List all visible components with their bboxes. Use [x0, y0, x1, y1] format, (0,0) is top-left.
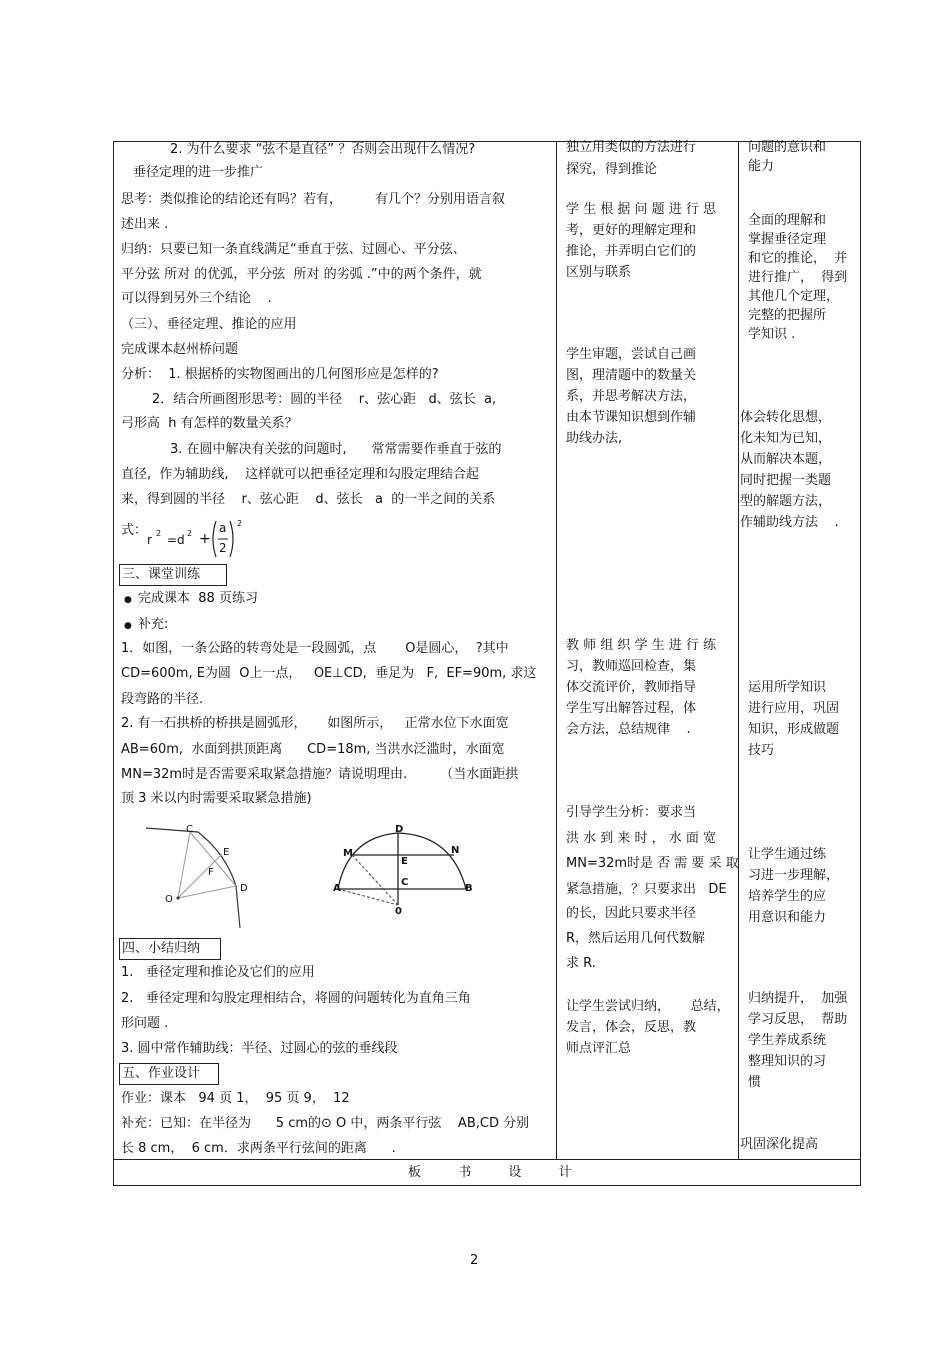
fig2-label-e: E: [401, 856, 408, 867]
text-line: 学 生 根 据 问 题 进 行 思: [566, 202, 717, 217]
page-number: 2: [470, 1253, 479, 1268]
text-line: 分析： 1. 根据桥的实物图画出的几何图形应是怎样的?: [121, 367, 439, 382]
text-line: 来，得到圆的半径 r、弦心距 d、弦长 a 的一半之间的关系: [121, 492, 496, 507]
text-line: 用意识和能力: [748, 910, 827, 925]
formula-eq-d: =d: [167, 533, 185, 547]
text-line: 考，更好的理解定理和: [566, 223, 697, 238]
text-line: 知识，形成做题: [748, 722, 840, 737]
text-line: 其他几个定理，: [748, 289, 840, 304]
text-line: 学生写出解答过程，体: [566, 701, 697, 716]
text-line: 图，理清题中的数量关: [566, 368, 697, 383]
text-line: 体交流评价，教师指导: [566, 680, 697, 695]
exercise-line: MN=32m时是否需要采取紧急措施？请说明理由. （当水面距拱: [121, 767, 519, 782]
text-line: 巩固深化提高: [740, 1137, 819, 1152]
bullet-dot: ●: [124, 595, 132, 605]
text-line: 直径, 作为辅助线, 这样就可以把垂径定理和勾股定理结合起: [121, 467, 480, 482]
fig2-label-m: M: [343, 848, 353, 859]
text-line: 问题的意识和: [748, 140, 827, 155]
fig1-label-d: D: [240, 883, 248, 894]
text-line: 能力: [748, 159, 775, 174]
formula-plus: +: [199, 531, 211, 547]
text-line: 区别与联系: [566, 265, 632, 280]
summary-line: 形问题 .: [121, 1016, 169, 1031]
section-heading: 四、小结归纳: [122, 941, 201, 956]
text-line: 全面的理解和: [748, 213, 827, 228]
text-line: 学生养成系统: [748, 1033, 827, 1048]
formula-two: 2: [219, 541, 227, 555]
list-item: 补充:: [138, 617, 169, 632]
bullet-dot: ●: [124, 621, 132, 631]
column-divider-2: [738, 141, 739, 1159]
pythagorean-formula: [145, 515, 245, 561]
road-curve-figure: [140, 818, 260, 938]
text-line: 完成课本赵州桥问题: [121, 342, 239, 357]
board-design-heading: 板 书 设 计: [408, 1165, 572, 1180]
text-line: 让学生尝试归纳， 总结，: [566, 999, 730, 1014]
exercise-line: CD=600m, E为圆 O上一点， OE⊥CD, 垂足为 F, EF=90m, 求这: [121, 666, 537, 681]
text-line: 由本节课知识想到作辅: [566, 410, 697, 425]
formula-sup: 2: [187, 529, 193, 538]
text-line: 垂径定理的进一步推广: [133, 165, 264, 180]
text-line: 可以得到另外三个结论 .: [121, 291, 272, 306]
text-line: 从而解决本题，: [740, 452, 832, 467]
summary-line: 3. 圆中常作辅助线：半径、过圆心的弦的垂线段: [121, 1041, 398, 1056]
column-divider-1: [556, 141, 557, 1159]
fig1-label-f: F: [208, 867, 214, 878]
fig2-label-d: D: [395, 824, 404, 835]
text-line: 同时把握一类题: [740, 473, 832, 488]
fig1-label-c: C: [186, 824, 193, 835]
text-line: 紧急措施，？只要求出 DE: [566, 882, 727, 897]
text-line: 2. 为什么要求 “弦不是直径” ？否则会出现什么情况?: [170, 142, 476, 157]
summary-line: 1. 垂径定理和推论及它们的应用: [121, 965, 315, 980]
text-line: 掌握垂径定理: [748, 232, 827, 247]
formula-sup: 2: [156, 529, 162, 538]
text-line: 归纳提升， 加强: [748, 991, 848, 1006]
text-line: 推论，并弄明白它们的: [566, 244, 697, 259]
text-line: 习，教师巡回检查，集: [566, 659, 697, 674]
text-line: 平分弦 所对 的优弧，平分弦 所对 的劣弧 .”中的两个条件，就: [121, 267, 482, 282]
text-line: 2．结合所画图形思考：圆的半径 r、弦心距 d、弦长 a,: [152, 392, 497, 407]
text-line: 引导学生分析：要求当: [566, 805, 697, 820]
formula-sup: 2: [237, 519, 243, 528]
homework-line: 长 8 cm， 6 cm．求两条平行弦间的距离 .: [121, 1141, 396, 1156]
text-line: 洪 水 到 来 时 ， 水 面 宽: [566, 831, 717, 846]
text-line: 学习反思， 帮助: [748, 1012, 848, 1027]
section-heading: 五、作业设计: [122, 1066, 201, 1081]
homework-line: 作业：课本 94 页 1， 95 页 9， 12: [121, 1091, 350, 1106]
text-line: 会方法，总结规律 .: [566, 722, 691, 737]
exercise-line: AB=60m, 水面到拱顶距离 CD=18m, 当洪水泛滥时，水面宽: [121, 742, 505, 757]
row-divider: [113, 1159, 861, 1160]
table-right-border: [860, 141, 861, 1186]
text-line: 整理知识的习: [748, 1054, 827, 1069]
text-line: 作辅助线方法 .: [740, 515, 839, 530]
text-line: 思考：类似推论的结论还有吗？若有， 有几个？分别用语言叙: [121, 192, 506, 207]
exercise-line: 2. 有一石拱桥的桥拱是圆弧形， 如图所示， 正常水位下水面宽: [121, 716, 509, 731]
text-line: 式：: [121, 523, 148, 538]
text-line: 惯: [748, 1075, 762, 1090]
exercise-line: 1．如图，一条公路的转弯处是一段圆弧，点 O是圆心， ?其中: [121, 641, 509, 656]
text-line: 习进一步理解，: [748, 868, 840, 883]
exercise-line: 段弯路的半径.: [121, 692, 204, 707]
text-line: 化未知为已知，: [740, 431, 832, 446]
text-line: 3. 在圆中解决有关弦的问题时, 常常需要作垂直于弦的: [170, 442, 502, 457]
text-line: 述出来 .: [121, 217, 169, 232]
text-line: 完整的把握所: [748, 308, 827, 323]
text-line: 发言，体会，反思，教: [566, 1020, 697, 1035]
list-item: 完成课本 88 页练习: [138, 591, 258, 606]
section-heading: （三）、垂径定理、推论的应用: [121, 317, 297, 332]
formula-r: r: [147, 533, 152, 547]
fig2-label-n: N: [451, 845, 460, 856]
text-line: 的长，因此只要求半径: [566, 906, 697, 921]
text-line: 师点评汇总: [566, 1041, 632, 1056]
fig2-label-b: B: [465, 883, 473, 894]
text-line: 体会转化思想，: [740, 410, 832, 425]
exercise-line: 顶 3 米以内时需要采取紧急措施): [121, 791, 312, 806]
table-bottom-border: [113, 1185, 861, 1186]
summary-line: 2. 垂径定理和勾股定理相结合，将圆的问题转化为直角三角: [121, 991, 471, 1006]
homework-line: 补充：已知：在半径为 5 cm的⊙ O 中，两条平行弦 AB,CD 分别: [121, 1116, 530, 1131]
text-line: 独立用类似的方法进行: [566, 140, 697, 155]
text-line: 技巧: [748, 743, 775, 758]
fig2-label-o: 0: [395, 906, 402, 917]
fig2-label-c: C: [401, 877, 409, 888]
text-line: 学生审题，尝试自己画: [566, 347, 697, 362]
text-line: 助线办法,: [566, 431, 623, 446]
text-line: 进行推广， 得到: [748, 270, 848, 285]
text-line: 学知识 .: [748, 327, 796, 342]
text-line: 归纳：只要已知一条直线满足“垂直于弦、过圆心、平分弦、: [121, 242, 466, 257]
text-line: 培养学生的应: [748, 889, 827, 904]
text-line: 运用所学知识: [748, 680, 827, 695]
formula-a: a: [219, 521, 227, 535]
text-line: 弓形高 h 有怎样的数量关系？: [121, 416, 298, 431]
text-line: 教 师 组 织 学 生 进 行 练: [566, 638, 717, 653]
text-line: 和它的推论， 并: [748, 251, 848, 266]
section-heading: 三、课堂训练: [122, 567, 201, 582]
fig1-label-e: E: [223, 847, 230, 858]
text-line: 进行应用，巩固: [748, 701, 840, 716]
text-line: 探究，得到推论: [566, 162, 658, 177]
text-line: 型的解题方法，: [740, 494, 832, 509]
table-left-border: [113, 141, 114, 1186]
fig2-label-a: A: [333, 883, 341, 894]
text-line: R，然后运用几何代数解: [566, 931, 706, 946]
text-line: MN=32m时是 否 需 要 采 取: [566, 856, 739, 871]
text-line: 求 R.: [566, 956, 596, 971]
fig1-label-o: O: [165, 894, 173, 905]
text-line: 让学生通过练: [748, 847, 827, 862]
text-line: 系，并思考解决方法，: [566, 389, 697, 404]
